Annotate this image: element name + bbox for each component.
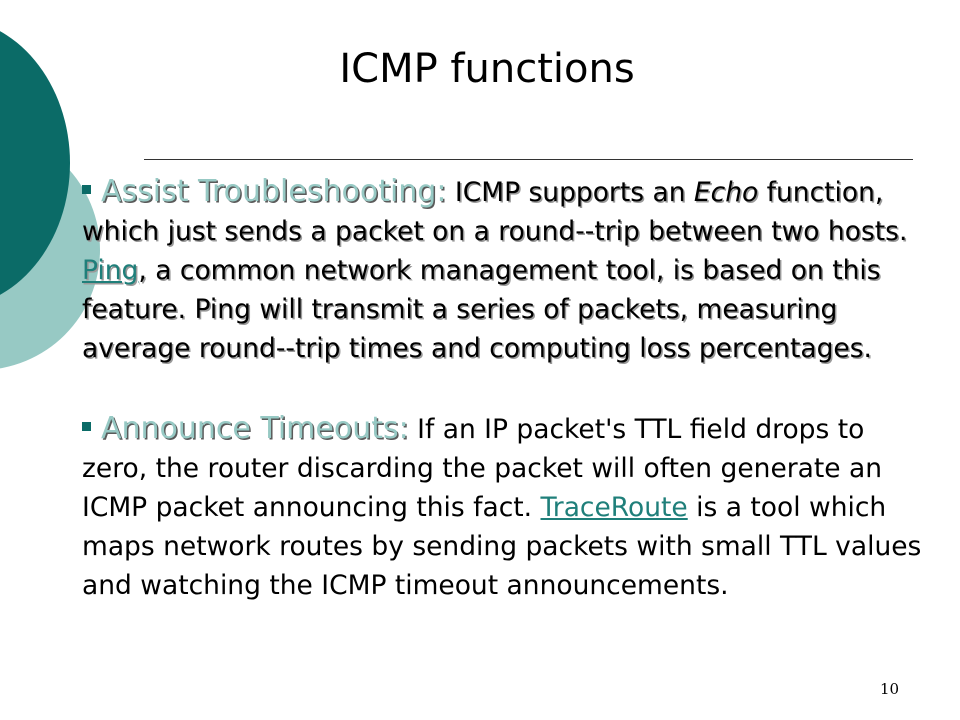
bullet-text: function, which just sends a packet on a round--trip between two hosts. (82, 177, 908, 247)
bullet-text: , a common network management tool, is based on this feature. Ping will transmit a series of packets, measuring average round--trip times and computing loss percentages. (82, 255, 881, 364)
slide-title: ICMP functions (339, 46, 635, 92)
bullet-announce-timeouts (82, 409, 922, 605)
bullet-text: is a tool which maps network routes by sending packets with small TTL values and watching the ICMP timeout announcements. (82, 492, 922, 601)
slide-body (82, 172, 922, 605)
traceroute-link[interactable]: TraceRoute (540, 492, 688, 523)
page-number: 10 (880, 680, 900, 698)
bullet-text: If an IP packet's TTL field drops to zero, the router discarding the packet will often generate an ICMP packet announcing this fact. (82, 414, 883, 523)
bullet-heading: Assist Troubleshooting: (101, 174, 447, 209)
square-bullet-icon (82, 185, 91, 194)
bullet-text: ICMP supports an (446, 177, 694, 208)
bullet-text-italic: Echo (693, 177, 759, 208)
square-bullet-icon (82, 422, 91, 431)
bullet-heading: Announce Timeouts: (101, 411, 409, 446)
title-divider (144, 159, 913, 160)
ping-link[interactable]: Ping (82, 255, 139, 286)
bullet-assist-troubleshooting (82, 172, 922, 368)
